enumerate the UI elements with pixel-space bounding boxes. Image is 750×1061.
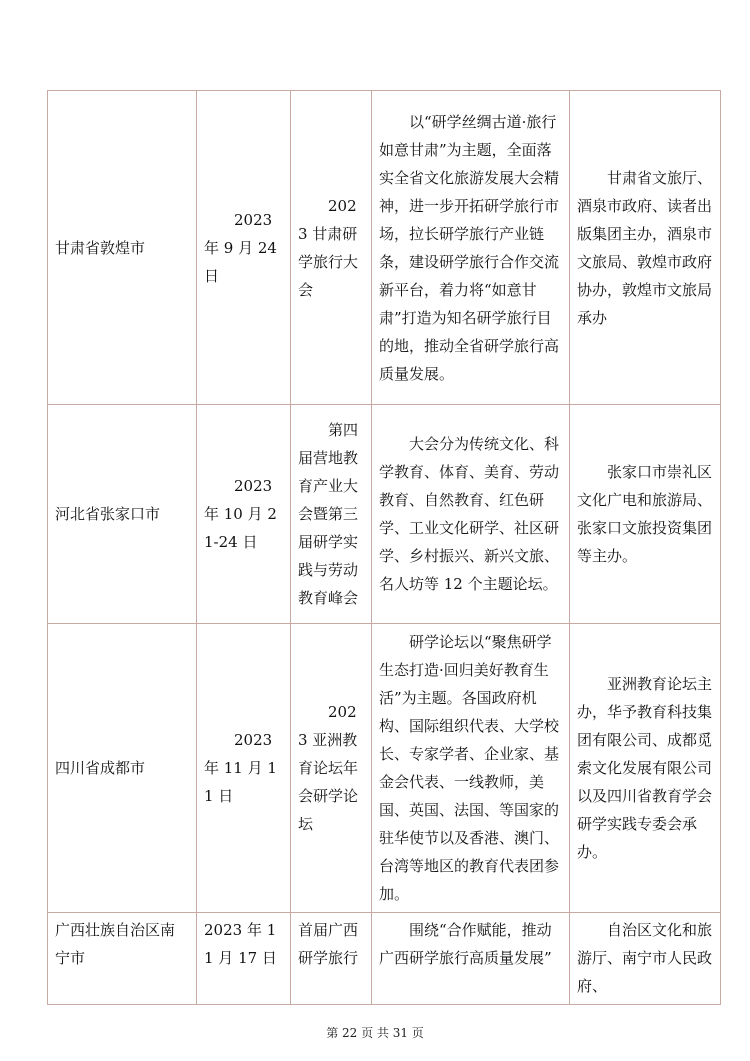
location-cell: 四川省成都市: [48, 624, 197, 913]
table-row: [48, 913, 721, 1005]
events-table: [47, 90, 721, 1005]
description-cell: 以“研学丝绸古道·旅行如意甘肃”为主题，全面落实全省文化旅游发展大会精神，进一步开拓研学旅行市场，拉长研学旅行产业链条，建设研学旅行合作交流新平台，着力将“如意甘肃”打造为知名研学旅行目的地，推动全省研学旅行高质量发展。: [372, 91, 570, 405]
organizers-cell: 自治区文化和旅游厅、南宁市人民政府、: [570, 913, 721, 1005]
date-cell: 2023 年 10 月 21-24 日: [197, 405, 291, 624]
organizers-cell: 亚洲教育论坛主办，华予教育科技集团有限公司、成都觅索文化发展有限公司以及四川省教育学会研学实践专委会承办。: [570, 624, 721, 913]
event-name-cell: 第四届营地教育产业大会暨第三届研学实践与劳动教育峰会: [291, 405, 372, 624]
table-row: [48, 91, 721, 405]
table-row: [48, 624, 721, 913]
organizers-cell: 甘肃省文旅厅、酒泉市政府、读者出版集团主办，酒泉市文旅局、敦煌市政府协办，敦煌市文旅局承办: [570, 91, 721, 405]
date-cell: 2023 年 11 月 11 日: [197, 624, 291, 913]
event-name-cell: 2023 甘肃研学旅行大会: [291, 91, 372, 405]
description-cell: 大会分为传统文化、科学教育、体育、美育、劳动教育、自然教育、红色研学、工业文化研学、社区研学、乡村振兴、新兴文旅、名人坊等 12 个主题论坛。: [372, 405, 570, 624]
event-name-cell: 2023 亚洲教育论坛年会研学论坛: [291, 624, 372, 913]
event-name-cell: 首届广西研学旅行: [291, 913, 372, 1005]
location-cell: 甘肃省敦煌市: [48, 91, 197, 405]
organizers-cell: 张家口市崇礼区文化广电和旅游局、张家口文旅投资集团等主办。: [570, 405, 721, 624]
date-cell: 2023 年 11 月 17 日: [197, 913, 291, 1005]
date-cell: 2023 年 9 月 24 日: [197, 91, 291, 405]
table-row: [48, 405, 721, 624]
page-number-footer: 第 22 页 共 31 页: [326, 1026, 424, 1040]
description-cell: 围绕“合作赋能，推动广西研学旅行高质量发展”: [372, 913, 570, 1005]
description-cell: 研学论坛以“聚焦研学生态打造·回归美好教育生活”为主题。各国政府机构、国际组织代表、大学校长、专家学者、企业家、基金会代表、一线教师，美国、英国、法国、等国家的驻华使节以及香港、澳门、台湾等地区的教育代表团参加。: [372, 624, 570, 913]
location-cell: 广西壮族自治区南宁市: [48, 913, 197, 1005]
location-cell: 河北省张家口市: [48, 405, 197, 624]
